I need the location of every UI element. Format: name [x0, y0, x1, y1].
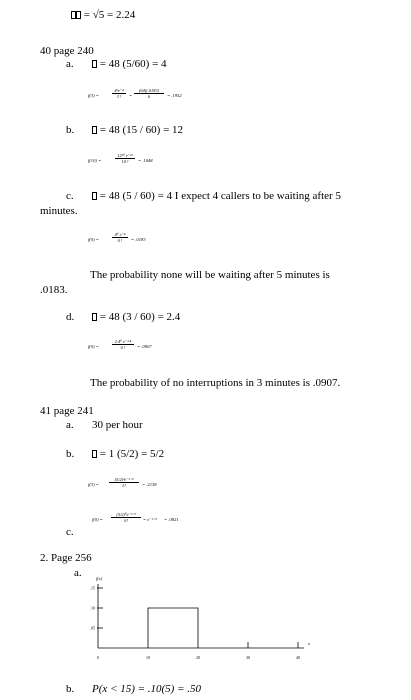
- y-tick-label: .05: [90, 625, 95, 631]
- x-tick-label: 30: [246, 655, 250, 660]
- item-label: a.: [66, 58, 74, 70]
- section-heading: 2. Page 256: [40, 552, 92, 564]
- uniform-distribution-chart: [80, 574, 320, 674]
- item-label: b.: [66, 124, 75, 136]
- equation: = 48 (5 / 60) = 4 I expect 4 callers to be waiting after 5: [92, 191, 341, 202]
- equation: P(x < 15) = .10(5) = .50: [92, 683, 202, 695]
- fraction: 2.4⁰ e⁻²·⁴ 0 !: [112, 339, 134, 350]
- missing-symbol-icon: [92, 313, 97, 321]
- item-label: a.: [66, 419, 74, 431]
- item-text: 30 per hour: [92, 419, 143, 431]
- equation: = 48 (5/60) = 4: [92, 59, 167, 70]
- x-tick-label: 0: [97, 655, 99, 660]
- y-tick-label: .10: [90, 605, 95, 611]
- equation: = 1 (5/2) = 5/2: [92, 449, 164, 460]
- paragraph-text: The probability none will be waiting after 5 minutes is: [90, 269, 330, 281]
- item-label: c.: [66, 190, 74, 202]
- y-tick-label: .15: [90, 585, 95, 591]
- x-axis-label: x: [308, 641, 310, 646]
- missing-symbol-icon: [92, 126, 97, 134]
- fraction: 4⁰ e⁻⁴ 0 !: [112, 232, 128, 243]
- item-label: d.: [66, 311, 75, 323]
- missing-symbol-icon: [92, 60, 97, 68]
- y-axis-label: f(x): [96, 576, 103, 581]
- distribution-rectangle: [148, 608, 198, 648]
- x-tick-label: 40: [296, 655, 300, 660]
- item-label: c.: [66, 526, 74, 538]
- fraction: 12¹⁰ e⁻¹² 10 !: [115, 153, 135, 164]
- section-heading: 40 page 240: [40, 45, 94, 57]
- missing-symbol-icon: [92, 450, 97, 458]
- x-tick-label: 10: [146, 655, 150, 660]
- paragraph-text: The probability of no interruptions in 3 minutes is .0907.: [90, 377, 341, 389]
- fraction: (5/2)³e⁻⁵ᐟ² 3!: [109, 477, 139, 488]
- item-label: b.: [66, 448, 75, 460]
- fraction: (64)(.0183) 6: [134, 88, 164, 99]
- missing-symbol-icon: [76, 11, 81, 19]
- item-label: a.: [74, 567, 82, 579]
- paragraph-text: .0183.: [40, 284, 68, 296]
- continuation-text: minutes.: [40, 205, 78, 217]
- x-tick-label: 20: [196, 655, 200, 660]
- fraction: 4³e⁻⁴ 3 !: [112, 88, 126, 99]
- top-equation: = √5 = 2.24: [71, 10, 135, 21]
- equation: = 48 (15 / 60) = 12: [92, 125, 183, 136]
- fraction: (5/2)⁰e⁻⁵ᐟ² 0!: [111, 512, 141, 523]
- missing-symbol-icon: [92, 192, 97, 200]
- section-heading: 41 page 241: [40, 405, 94, 417]
- item-label: b.: [66, 683, 75, 695]
- equation: = 48 (3 / 60) = 2.4: [92, 312, 180, 323]
